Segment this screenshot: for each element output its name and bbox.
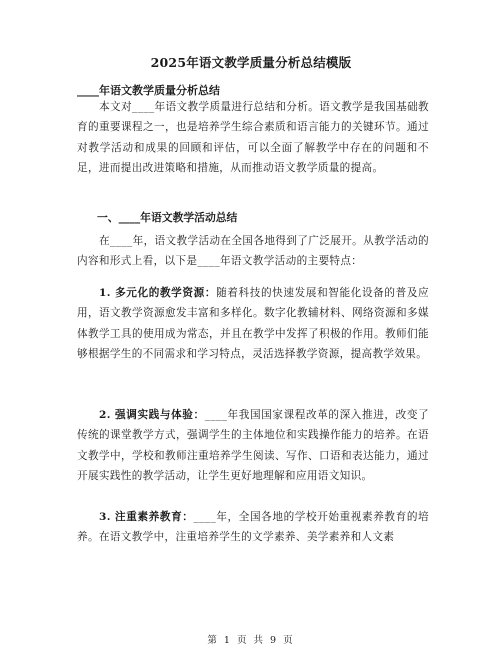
list-item-1-text: 随着科技的快速发展和智能化设备的普及应用，语文教学资源愈发丰富和多样化。数字化教辅材料、网络资源和多媒体教学工具的使用成为常态，并且在教学中发挥了积极的作用。教师们能够根据学生的不同需求和学习特点，灵活选择教学资源，提高教学效果。 [77, 287, 429, 361]
section-intro-paragraph: 在____年，语文教学活动在全国各地得到了广泛展开。从教学活动的内容和形式上看，以下是____年语文教学活动的主要特点： [77, 235, 429, 268]
document-subtitle: ____年语文教学质量分析总结 [77, 84, 220, 97]
list-item-1 [77, 283, 429, 365]
list-item-2-text: ____年我国国家课程改革的深入推进，改变了传统的课堂教学方式，强调学生的主体地位和实践操作能力的培养。在语文教学中，学校和教师注重培养学生阅读、写作、口语和表达能力，通过开展实践性的教学活动，让学生更好地理解和应用语文知识。 [77, 409, 429, 483]
list-item-3-lead: 3. 注重素养教育： [99, 511, 194, 523]
list-item-2-lead: 2. 强调实践与体验： [99, 409, 205, 421]
list-item-2 [77, 405, 429, 487]
document-title: 2025年语文教学质量分析总结模版 [150, 55, 352, 70]
list-item-3-text: ____年，全国各地的学校开始重视素养教育的培养。在语文教学中，注重培养学生的文学素养、美学素养和人文素 [77, 511, 429, 544]
list-item-3 [77, 507, 429, 548]
intro-paragraph: 本文对____年语文教学质量进行总结和分析。语文教学是我国基础教育的重要课程之一，也是培养学生综合素质和语言能力的关键环节。通过对教学活动和成果的回顾和评估，可以全面了解教学中存在的问题和不足，进而提出改进策略和措施，从而推动语文教学质量的提高。 [77, 101, 429, 175]
page-footer: 第 1 页 共 9 页 [207, 635, 295, 646]
list-item-1-lead: 1. 多元化的教学资源： [99, 287, 217, 299]
section-heading: 一、____年语文教学活动总结 [97, 211, 238, 224]
